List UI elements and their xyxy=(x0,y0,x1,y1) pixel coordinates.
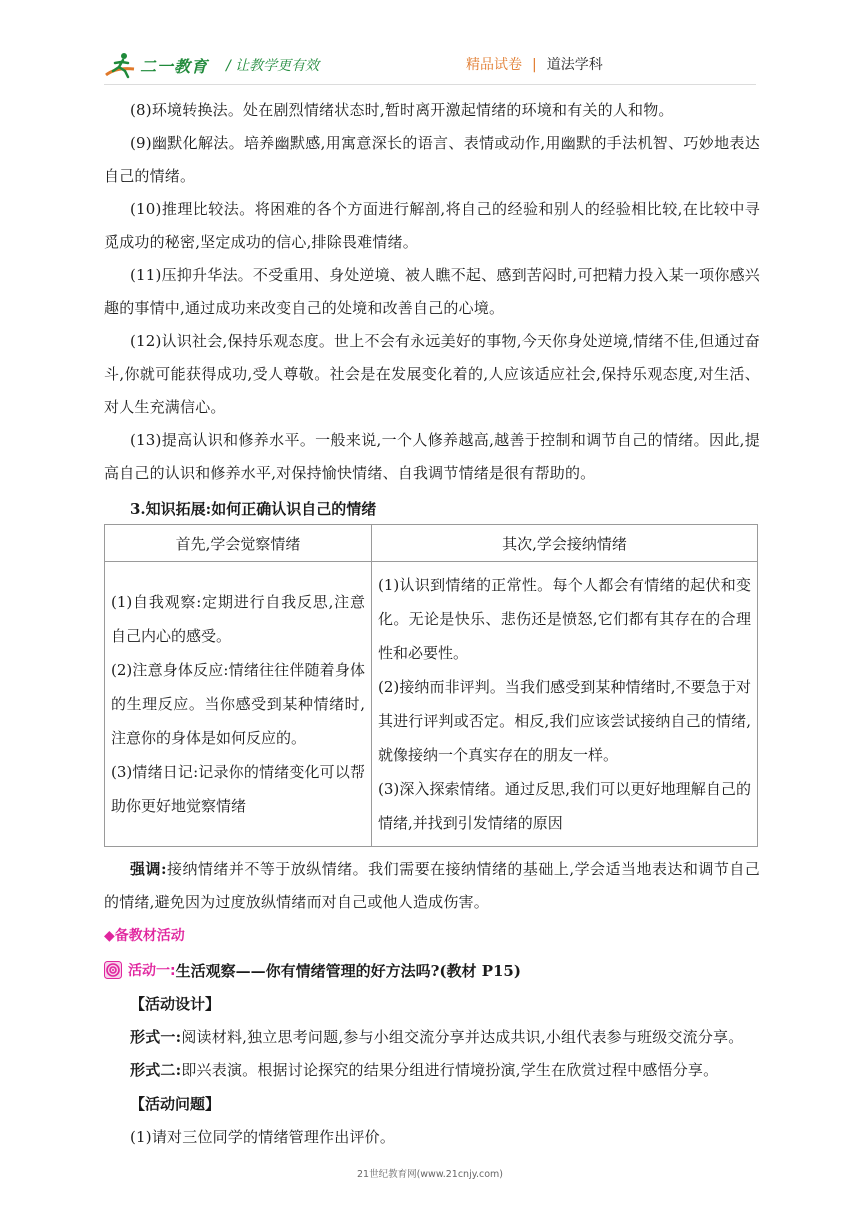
header-category xyxy=(466,54,603,74)
form-two-text: 即兴表演。根据讨论探究的结果分组进行情境扮演,学生在欣赏过程中感悟分享。 xyxy=(181,1061,719,1079)
perceive-item-2: (2)注意身体反应:情绪往往伴随着身体的生理反应。当你感受到某种情绪时,注意你的身体是如何反应的。 xyxy=(111,661,365,747)
accept-item-2: (2)接纳而非评判。当我们感受到某种情绪时,不要急于对其进行评判或否定。相反,我们应该尝试接纳自己的情绪,就像接纳一个真实存在的朋友一样。 xyxy=(378,678,751,764)
table-header-perceive: 首先,学会觉察情绪 xyxy=(105,525,372,562)
activity-question-heading: 【活动问题】 xyxy=(130,1095,221,1113)
page-footer: 21世纪教育网(www.21cnjy.com) xyxy=(356,1169,503,1180)
page-header xyxy=(0,0,860,92)
form-one-text: 阅读材料,独立思考问题,参与小组交流分享并达成共识,小组代表参与班级交流分享。 xyxy=(181,1028,744,1046)
accept-item-1: (1)认识到情绪的正常性。每个人都会有情绪的起伏和变化。无论是快乐、悲伤还是愤怒,它们都有其存在的合理性和必要性。 xyxy=(378,576,751,662)
paragraph-11: (11)压抑升华法。不受重用、身处逆境、被人瞧不起、感到苦闷时,可把精力投入某一项你感兴趣的事情中,通过成功来改变自己的处境和改善自己的心境。 xyxy=(104,266,760,317)
activity-one-heading xyxy=(104,953,760,987)
logo-text: 二一教育 xyxy=(140,56,209,76)
accept-item-3: (3)深入探索情绪。通过反思,我们可以更好地理解自己的情绪,并找到引发情绪的原因 xyxy=(378,780,751,832)
paragraph-10: (10)推理比较法。将困难的各个方面进行解剖,将自己的经验和别人的经验相比较,在比较中寻觅成功的秘密,坚定成功的信心,排除畏难情绪。 xyxy=(104,200,760,251)
paragraph-13: (13)提高认识和修养水平。一般来说,一个人修养越高,越善于控制和调节自己的情绪。因此,提高自己的认识和修养水平,对保持愉快情绪、自我调节情绪是很有帮助的。 xyxy=(104,431,760,482)
logo xyxy=(104,50,208,80)
activity-design-heading: 【活动设计】 xyxy=(130,995,221,1013)
document-body xyxy=(104,94,760,1154)
paragraph-8: (8)环境转换法。处在剧烈情绪状态时,暂时离开激起情绪的环境和有关的人和物。 xyxy=(130,101,674,119)
paragraph-9: (9)幽默化解法。培养幽默感,用寓意深长的语言、表情或动作,用幽默的手法机智、巧妙地表达自己的情绪。 xyxy=(104,134,760,185)
runner-logo-icon xyxy=(104,51,138,79)
table-header-accept: 其次,学会接纳情绪 xyxy=(372,525,758,562)
prep-activity-heading: ◆备教材活动 xyxy=(104,928,185,944)
header-separator: | xyxy=(532,57,537,73)
form-one-label: 形式一: xyxy=(130,1028,182,1046)
form-two-label: 形式二: xyxy=(130,1061,182,1079)
table-cell-accept xyxy=(372,562,758,847)
form-one-paragraph xyxy=(104,1021,760,1054)
slogan: / 让教学更有效 xyxy=(226,58,320,74)
form-two-paragraph xyxy=(104,1054,760,1087)
header-tag-quality: 精品试卷 xyxy=(466,57,522,73)
emphasis-text: 接纳情绪并不等于放纵情绪。我们需要在接纳情绪的基础上,学会适当地表达和调节自己的情绪,避免因为过度放纵情绪而对自己或他人造成伤害。 xyxy=(104,860,761,911)
question-1: (1)请对三位同学的情绪管理作出评价。 xyxy=(130,1128,396,1146)
target-icon xyxy=(104,961,122,979)
table-cell-perceive xyxy=(105,562,372,847)
header-tag-subject: 道法学科 xyxy=(546,57,603,73)
perceive-item-1: (1)自我观察:定期进行自我反思,注意自己内心的感受。 xyxy=(111,593,365,645)
header-divider xyxy=(104,84,756,85)
knowledge-table xyxy=(104,524,758,847)
emphasis-paragraph xyxy=(104,853,760,919)
emphasis-label: 强调: xyxy=(130,860,167,878)
paragraph-12: (12)认识社会,保持乐观态度。世上不会有永远美好的事物,今天你身处逆境,情绪不佳,但通过奋斗,你就可能获得成功,受人尊敬。社会是在发展变化着的,人应该适应社会,保持乐观态度,对生活、对人生充满信心。 xyxy=(104,332,760,416)
activity-one-label: 活动一: xyxy=(128,963,176,979)
activity-one-title: 生活观察——你有情绪管理的好方法吗?(教材 P15) xyxy=(175,961,521,980)
perceive-item-3: (3)情绪日记:记录你的情绪变化可以帮助你更好地觉察情绪 xyxy=(111,763,365,815)
section-3-title: 3.知识拓展:如何正确认识自己的情绪 xyxy=(130,500,377,518)
